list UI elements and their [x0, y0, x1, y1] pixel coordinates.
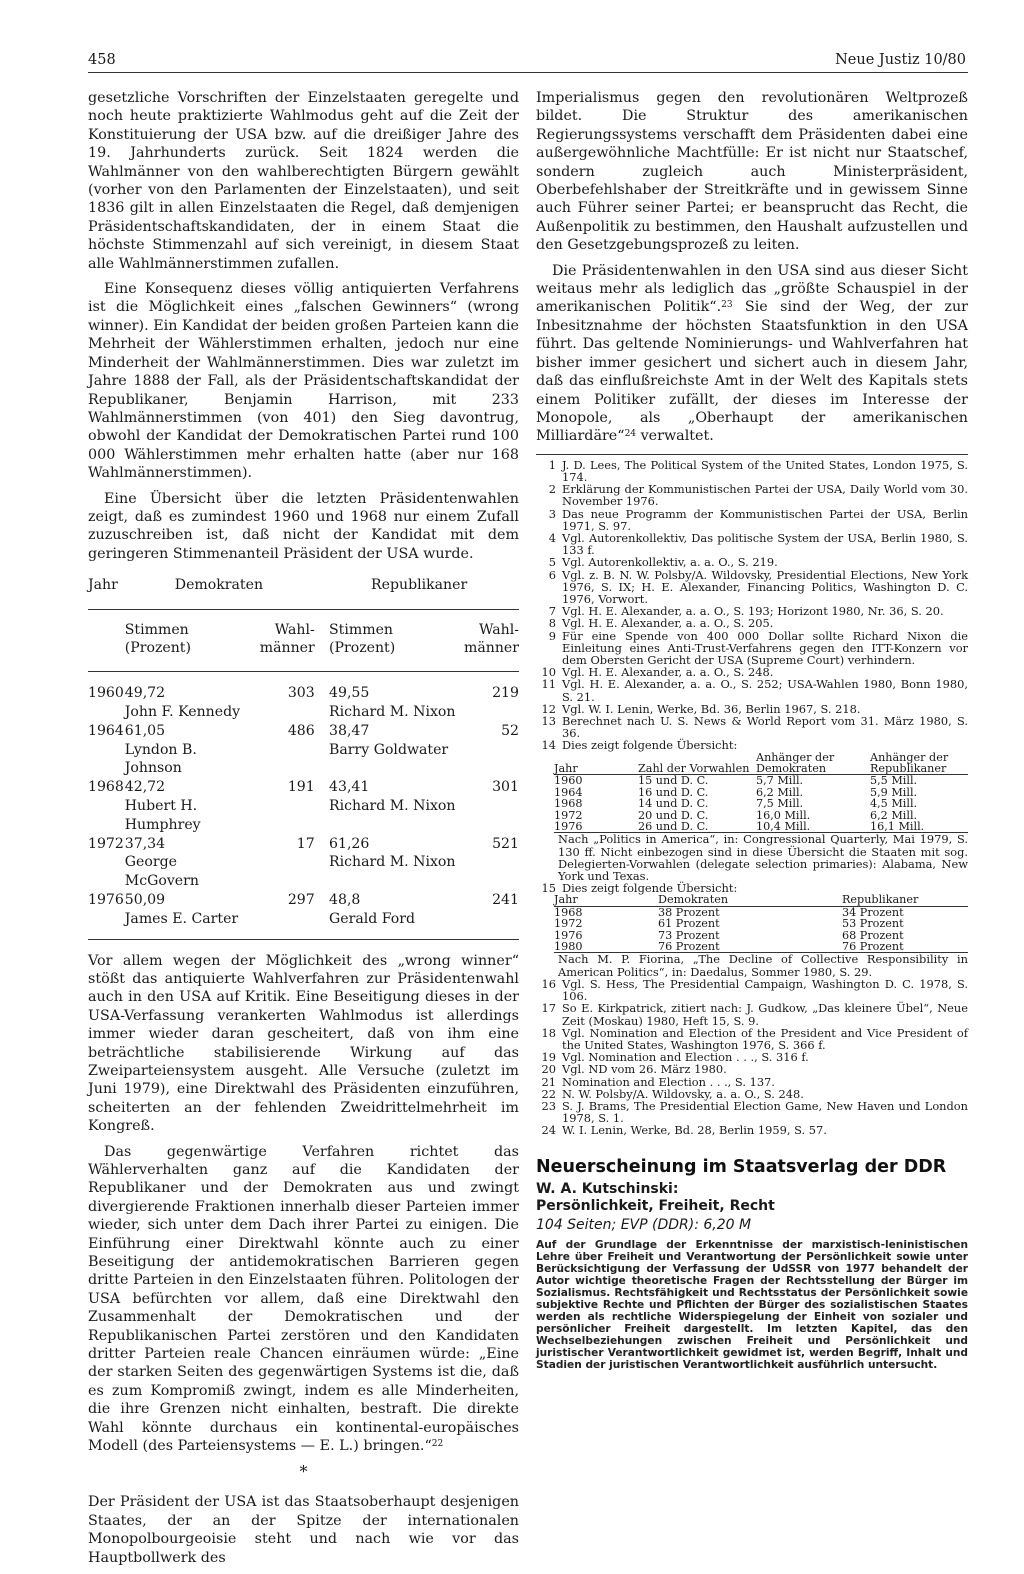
- paragraph: Eine Übersicht über die letzten Präsidentenwahlen zeigt, daß es zumindest 1960 und 1968 nur einem Zufall zuzuschreiben ist, daß nicht der Kandidat mit dem geringeren Stimmenanteil Präsident der USA wurde.: [88, 490, 519, 562]
- footnote-14-table: Jahr Zahl der Vorwahlen Anhänger der Demokraten Anhänger der Republikaner 1960 15 und D. C. 5,7 Mill. 5,5 Mill. 1964 16 und D. C. 6,2 Mill. 5,9 Mill. 1968 14 und D. C. 7,5 Mill. 4,5 Mill. 1972 20 und D. C. 16,0 Mill. 6,2 Mill. 1976 26 und D. C. 10,4 Mill. 16,1 Mill.: [554, 752, 968, 834]
- header-rule: [88, 72, 968, 73]
- footnote: 23 S. J. Brams, The Presidential Election Game, New Haven und London 1978, S. 1.: [541, 1098, 968, 1126]
- table-row: 1976 26 und D. C. 10,4 Mill. 16,1 Mill.: [554, 821, 968, 833]
- footnote: 3 Das neue Programm der Kommunistischen Partei der USA, Berlin 1971, S. 97.: [548, 506, 968, 533]
- sub-electors-rep: Wahl- männer: [464, 622, 519, 656]
- announcement: [536, 1157, 968, 1372]
- table-row: 1968 42,72 Hubert H. Humphrey 191 43,41 Richard M. Nixon 301: [88, 779, 519, 833]
- paragraph: Eine Konsequenz dieses völlig antiquierten Verfahrens ist die Möglichkeit eines „falschen Gewinners“ (wrong winner). Ein Kandidat der beiden großen Parteien kann die Mehrheit der Wählerstimmen erhalten, jedoch nur eine Minderheit der Wahlmännerstimmen. Dies war zuletzt im Jahre 1888 der Fall, als der Präsidentschaftskandidat der Republikaner, Benjamin Harrison, mit 233 Wahlmännerstimmen (von 401) den Sieg davontrug, obwohl der Kandidat der Demokratischen Partei rund 100 000 Wählerstimmen mehr erhalten hatte (aber nur 168 Wahlmännerstimmen).: [88, 281, 519, 482]
- footnote-rule: [536, 454, 968, 455]
- footnote: 15 Dies zeigt folgende Übersicht:: [541, 881, 738, 896]
- footnote: 10 Vgl. H. E. Alexander, a. a. O., S. 248.: [541, 665, 774, 680]
- table-row: 1968 14 und D. C. 7,5 Mill. 4,5 Mill.: [554, 797, 918, 811]
- footnote: 2 Erklärung der Kommunistischen Partei der USA, Daily World vom 30. November 1976.: [548, 482, 968, 509]
- table-row: 1972 37,34 George McGovern 17 61,26 Richard M. Nixon 521: [88, 835, 519, 890]
- table-row: 1960 15 und D. C. 5,7 Mill. 5,5 Mill.: [554, 774, 918, 788]
- book-meta: 104 Seiten; EVP (DDR): 6,20 M: [536, 1216, 752, 1233]
- right-column: [536, 89, 968, 1372]
- footnote: 21 Nomination and Election . . ., S. 137.: [541, 1074, 775, 1089]
- table-row: 1964 61,05 Lyndon B. Johnson 486 38,47 Barry Goldwater 52: [88, 722, 519, 777]
- table-row: 1980 76 Prozent 76 Prozent: [554, 941, 968, 953]
- footnote: 24 W. I. Lenin, Werke, Bd. 28, Berlin 1959, S. 57.: [541, 1123, 827, 1138]
- table-row: 1972 61 Prozent 53 Prozent: [554, 917, 904, 931]
- book-title: Persönlichkeit, Freiheit, Recht: [536, 1197, 775, 1214]
- footnote: 6 Vgl. z. B. N. W. Polsby/A. Wildovsky, Presidential Elections, New York 1976, S. IX; H. E. Alexander, Financing Politics, Washington D. C. 1976, Vorwort.: [548, 567, 968, 606]
- announcement-title: Neuerscheinung im Staatsverlag der DDR: [536, 1156, 947, 1177]
- col-year: Jahr: [88, 577, 118, 594]
- sub-votes-dem: Stimmen (Prozent): [124, 622, 191, 656]
- footnote: 13 Berechnet nach U. S. News & World Report vom 31. März 1980, S. 36.: [541, 713, 968, 741]
- footnote: 5 Vgl. Autorenkollektiv, a. a. O., S. 219.: [548, 555, 778, 570]
- col-democrats: Demokraten: [174, 577, 264, 594]
- footnote: 8 Vgl. H. E. Alexander, a. a. O., S. 205.: [548, 616, 774, 631]
- footnote-ref: 22: [431, 1439, 444, 1450]
- paragraph: Die Präsidentenwahlen in den USA sind aus dieser Sicht weitaus mehr als lediglich das „größte Schauspiel in der amerikanischen Politik“.$^{23}$ Sie sind der Weg, der zur Inbesitznahme der höchsten Staatsfunktion in den USA führt. Das geltende Nominierungs- und Wahlverfahren hat bisher immer gesichert und sichert auch in diesem Jahr, daß das einflußreichste Amt in der Welt des Kapitals stets einem Politiker zufällt, der dieses im Interesse der Monopole, als „Oberhaupt der amerikanischen Milliardäre“$^{24}$ verwaltet.: [536, 262, 968, 445]
- footnote: 19 Vgl. Nomination and Election . . ., S. 316 f.: [541, 1050, 809, 1065]
- footnote: 16 Vgl. S. Hess, The Presidential Campaign, Washington D. C. 1978, S. 106.: [541, 976, 968, 1004]
- table-row: 1976 73 Prozent 68 Prozent: [554, 928, 904, 942]
- footnotes: [536, 459, 968, 752]
- table-row: 1960 49,72 John F. Kennedy 303 49,55 Richard M. Nixon 219: [88, 685, 519, 720]
- paragraph: Der Präsident der USA ist das Staatsoberhaupt desjenigen Staates, der an der Spitze der internationalen Monopolbourgeoisie steht und nach wie vor das Hauptbollwerk des: [88, 1494, 519, 1566]
- footnote: 9 Für eine Spende von 400 000 Dollar sollte Richard Nixon die Einleitung eines Anti-Trust-Verfahrens gegen den ITT-Konzern vor dem Obersten Gericht der USA (Supreme Court) verhindern.: [548, 628, 968, 667]
- footnote-ref: 23: [721, 300, 733, 311]
- table-row: 1968 38 Prozent 34 Prozent: [554, 905, 904, 919]
- footnote-note: Nach M. P. Fiorina, „The Decline of Collective Responsibility in American Politics“, in: Daedalus, Sommer 1980, S. 29.: [558, 952, 968, 979]
- book-author: W. A. Kutschinski:: [536, 1180, 679, 1197]
- footnote: 12 Vgl. W. I. Lenin, Werke, Bd. 36, Berlin 1967, S. 218.: [541, 701, 861, 716]
- sub-electors-dem: Wahl- männer: [259, 622, 315, 656]
- footnote: 17 So E. Kirkpatrick, zitiert nach: J. Gudkow, „Das kleinere Übel“, Neue Zeit (Moskau) 1980, Heft 15, S. 9.: [541, 1001, 968, 1028]
- footnote: 7 Vgl. H. E. Alexander, a. a. O., S. 193; Horizont 1980, Nr. 36, S. 20.: [548, 604, 944, 619]
- footnote-note: Nach „Politics in America“, in: Congressional Quarterly, Mai 1979, S. 130 ff. Nicht einbezogen sind in diese Übersicht die Staaten mit sog. Delegierten-Vorwahlen (delegate selection primaries): Alabama, New York und Texas.: [558, 832, 968, 884]
- book-description: Auf der Grundlage der Erkenntnisse der marxistisch-leninistischen Lehre über Freiheit und Verantwortung der Persönlichkeit sowie unter Berücksichtigung der Verfassung der UdSSR von 1977 behandelt der Autor wichtige theoretische Fragen der Rechtsstellung der Bürger im Sozialismus. Rechtsfähigkeit und Rechtsstatus der Persönlichkeit sowie subjektive Rechte und Pflichten der Bürger des sozialistischen Staates werden als rechtliche Widerspiegelung der Einheit von sozialer und persönlicher Freiheit dargestellt. Im letzten Kapitel, das den Wechselbeziehungen zwischen Freiheit und Persönlichkeit und juristischer Verantwortlichkeit gewidmet ist, werden Begriff, Inhalt und Stadien der juristischen Verantwortlichkeit ausführlich untersucht.: [536, 1238, 968, 1372]
- paragraph: Imperialismus gegen den revolutionären Weltprozeß bildet. Die Struktur des amerikanischen Regierungssystems verschafft dem Präsidenten dabei eine außergewöhnliche Machtfülle: Er ist nicht nur Staatschef, sondern zugleich auch Ministerpräsident, Oberbefehlshaber der Streitkräfte und in gewissem Sinne auch Führer seiner Partei; er beansprucht das Recht, die Außenpolitik zu bestimmen, den Haushalt aufzustellen und den Gesetzgebungsprozeß zu leiten.: [536, 90, 968, 254]
- left-column: [88, 89, 519, 1574]
- footnote: 1 J. D. Lees, The Political System of the United States, London 1975, S. 174.: [548, 457, 968, 484]
- col-republicans: Republikaner: [371, 577, 468, 594]
- footnote-ref: 24: [624, 429, 637, 440]
- election-results-table: [88, 577, 519, 939]
- journal-issue: Neue Justiz 10/80: [835, 52, 966, 68]
- paragraph: Vor allem wegen der Möglichkeit des „wrong winner“ stößt das antiquierte Wahlverfahren zur Präsidentenwahl auch in den USA auf Kritik. Eine Beseitigung dieses in der USA-Verfassung verankerten Wahlmodus ist allerdings immer wieder daran gescheitert, daß von ihm eine beträchtliche stabilisierende Wirkung auf das Zweiparteiensystem ausgeht. Alle Versuche (zuletzt im Juni 1979), eine Direktwahl des Präsidenten einzuführen, scheiterten an der fehlenden Zweidrittelmehrheit im Kongreß.: [88, 952, 519, 1135]
- table-row: 1964 16 und D. C. 6,2 Mill. 5,9 Mill.: [554, 785, 918, 799]
- footnote: 14 Dies zeigt folgende Übersicht:: [541, 738, 738, 753]
- table-row: 1972 20 und D. C. 16,0 Mill. 6,2 Mill.: [554, 808, 918, 822]
- footnote: 4 Vgl. Autorenkollektiv, Das politische System der USA, Berlin 1980, S. 133 f.: [548, 530, 968, 558]
- page-number: 458: [88, 52, 116, 68]
- sub-votes-rep: Stimmen (Prozent): [329, 622, 396, 656]
- footnote: 22 N. W. Polsby/A. Wildovsky, a. a. O., S. 248.: [541, 1086, 804, 1101]
- footnote-15-table: Jahr Demokraten Republikaner 1968 38 Prozent 34 Prozent 1972 61 Prozent 53 Prozent 1976 73 Prozent 68 Prozent 1980 76 Prozent 76 Prozent: [554, 894, 968, 953]
- footnotes: [536, 978, 968, 1137]
- footnote: 20 Vgl. ND vom 26. März 1980.: [541, 1062, 727, 1077]
- footnote: 11 Vgl. H. E. Alexander, a. a. O., S. 252; USA-Wahlen 1980, Bonn 1980, S. 21.: [541, 677, 968, 704]
- paragraph: gesetzliche Vorschriften der Einzelstaaten geregelte und noch heute praktizierte Wahlmodus geht auf die Zeit der Konstituierung der USA bzw. auf die dreißiger Jahre des 19. Jahrhunderts zurück. Seit 1824 werden die Wahlmänner von den wahlberechtigten Bürgern gewählt (vorher von den Parlamenten der Einzelstaaten), und seit 1836 gilt in allen Einzelstaaten die Regel, daß demjenigen Präsidentschaftskandidaten, der in einem Staat die höchste Stimmenzahl auf sich vereinigt, in diesem Staat alle Wahlmännerstimmen zufallen.: [88, 90, 519, 272]
- paragraph: Das gegenwärtige Verfahren richtet das Wählerverhalten ganz auf die Kandidaten der Republikaner und der Demokraten aus und zwingt divergierende Fraktionen innerhalb dieser Parteien immer wieder, sich unter dem Dach ihrer Partei zu einigen. Die Einführung einer Direktwahl könnte auch zu einer Beseitigung der antidemokratischen Barrieren gegen dritte Parteien in den Einzelstaaten führen. Politologen der USA befürchten vor allem, daß eine Direktwahl den Zusammenhalt der Demokratischen und der Republikanischen Partei zerstören und den Kandidaten dritter Parteien reale Chancen einräumen würde: „Eine der starken Seiten des gegenwärtigen Systems ist die, daß es zum Kompromiß zwingt, indem es alle Minderheiten, die ihre Grenzen nicht einhalten, bestraft. Die direkte Wahl könnte durchaus ein kontinental-europäisches Modell (des Parteiensystems — E. L.) bringen.“$^{22}$: [88, 1143, 519, 1455]
- table-row: 1976 50,09 James E. Carter 297 48,8 Gerald Ford 241: [88, 891, 519, 927]
- section-separator: *: [299, 1462, 308, 1482]
- footnote: 18 Vgl. Nomination and Election of the President and Vice President of the United States, Washington 1976, S. 366 f.: [541, 1025, 968, 1052]
